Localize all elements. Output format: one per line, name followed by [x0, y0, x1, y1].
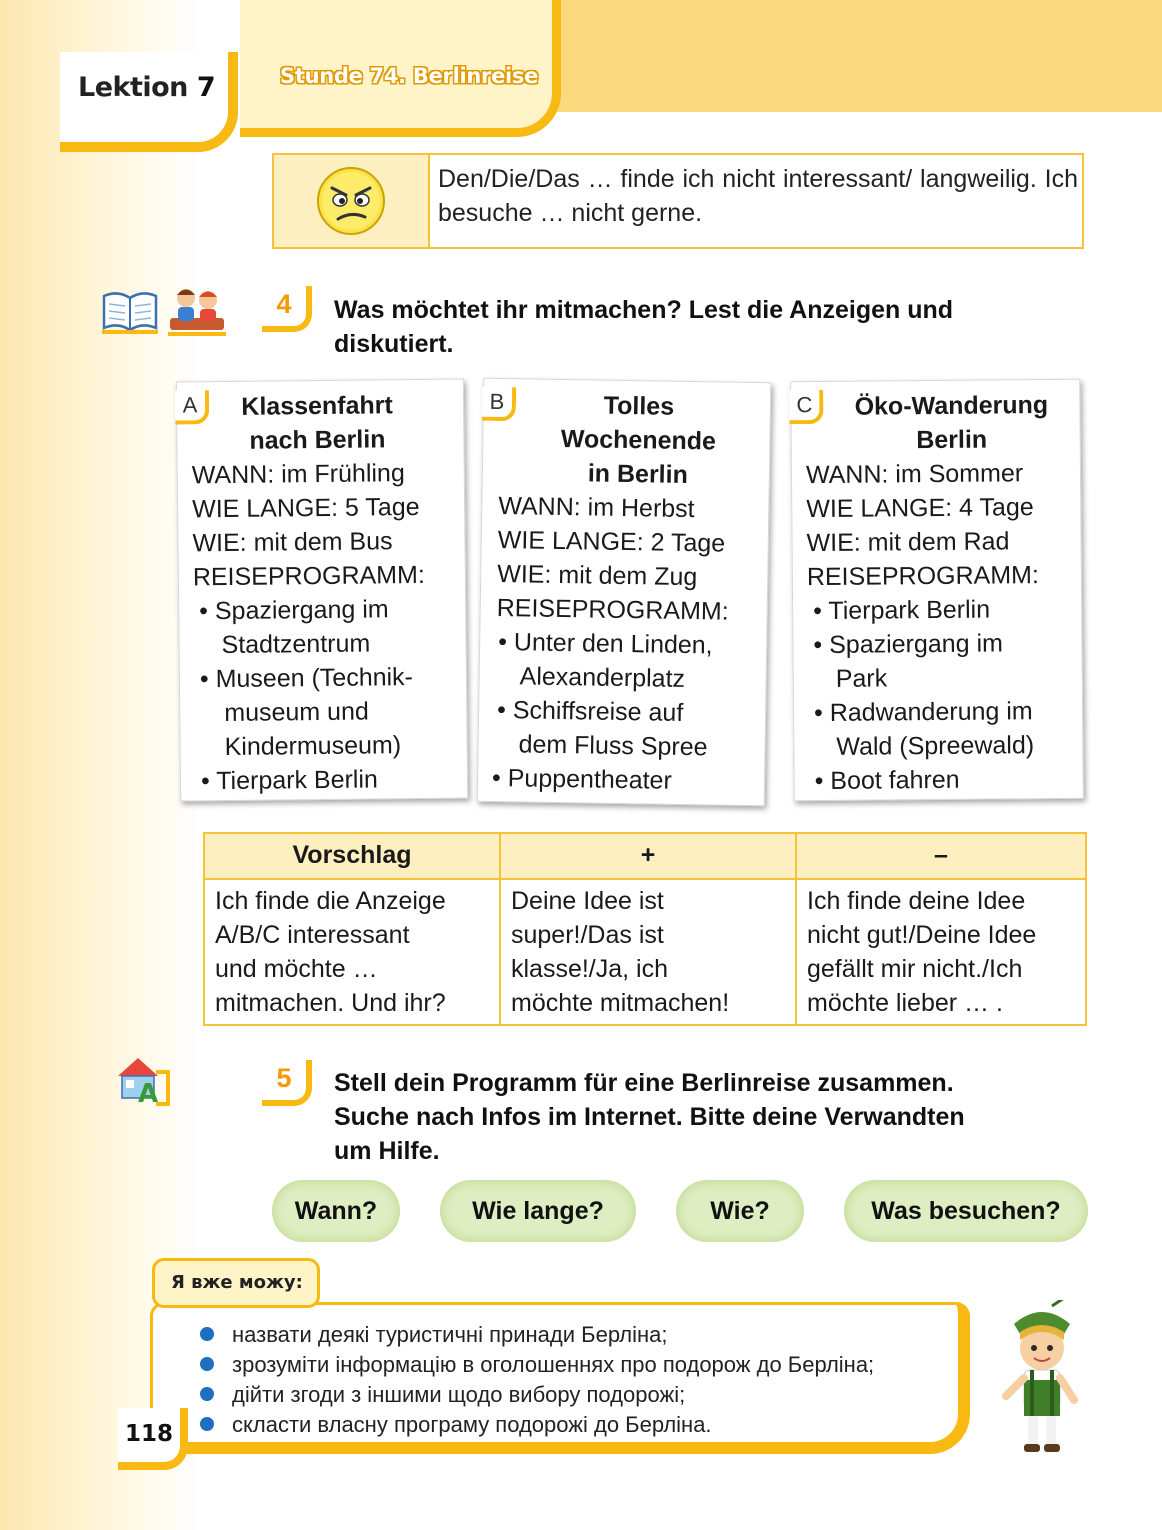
- bullet-icon: [200, 1417, 214, 1431]
- card-c-line: • Spaziergang im: [813, 629, 1003, 660]
- cell-line: und möchte …: [215, 955, 378, 983]
- face-cell: [274, 155, 430, 247]
- table-cell-minus: [796, 879, 1086, 1025]
- table-header-row: [204, 833, 1086, 879]
- card-b-line: WIE: mit dem Zug: [497, 560, 698, 592]
- card-c-line: WANN: im Sommer: [805, 459, 1024, 490]
- card-c-line: REISEPROGRAMM:: [806, 561, 1039, 592]
- cell-line: Ich finde deine Idee: [807, 887, 1026, 915]
- card-b-line: • Schiffsreise auf: [496, 696, 684, 727]
- lektion-number: 7: [196, 72, 216, 103]
- angry-face-icon: [274, 155, 428, 247]
- boy-mascot-icon: [994, 1300, 1090, 1460]
- card-b-title-2: Wochenende: [560, 424, 717, 456]
- cell-line: nicht gut!/Deine Idee: [807, 921, 1037, 949]
- card-b-title-1: Tolles: [603, 391, 675, 421]
- card-c-line: • Boot fahren: [814, 765, 960, 796]
- card-a-line: • Tierpark Berlin: [200, 765, 379, 796]
- card-c-line: WIE: mit dem Rad: [806, 527, 1010, 558]
- can-do-text: зрозуміти інформацію в оголошеннях про подорож до Берліна;: [232, 1352, 875, 1377]
- phrase-text: Den/Die/Das … finde ich nicht interessant/ langweilig. Ich besuche … nicht gerne.: [438, 165, 1078, 227]
- card-a-line: WANN: im Frühling: [191, 459, 405, 490]
- header-band: [540, 0, 1162, 112]
- card-c-title-1: Öko-Wanderung: [854, 391, 1049, 421]
- cell-line: klasse!/Ja, ich: [511, 955, 669, 983]
- task4-number: 4: [262, 286, 312, 332]
- task5-title-line2: Suche nach Infos im Internet. Bitte deine Verwandten: [334, 1103, 965, 1131]
- cell-line: gefällt mir nicht./Ich: [807, 955, 1023, 983]
- card-a-line: Kindermuseum): [224, 731, 402, 762]
- card-c-line: Wald (Spreewald): [836, 731, 1035, 761]
- cell-line: Ich finde die Anzeige: [215, 887, 446, 915]
- card-b-line: REISEPROGRAMM:: [496, 594, 729, 626]
- can-do-text: скласти власну програму подорожі до Берліна.: [232, 1412, 712, 1437]
- card-c-title-2: Berlin: [916, 425, 988, 455]
- card-b-line: dem Fluss Spree: [518, 730, 708, 762]
- ad-card-c: [790, 379, 1084, 802]
- card-a-line: museum und: [224, 697, 369, 728]
- ad-card-b: [477, 378, 772, 806]
- bullet-icon: [200, 1327, 214, 1341]
- cell-line: A/B/C interessant: [215, 921, 410, 949]
- svg-text:A: A: [138, 1079, 159, 1108]
- card-a-line: REISEPROGRAMM:: [192, 560, 425, 592]
- cell-line: möchte mitmachen!: [511, 989, 730, 1017]
- children-talking-icon: [166, 280, 228, 338]
- task5-number: 5: [262, 1060, 312, 1106]
- task4-title-line2: diskutiert.: [334, 330, 454, 358]
- table-cell-vorschlag: [204, 879, 500, 1025]
- can-do-text: назвати деякі туристичні принади Берліна;: [232, 1322, 668, 1347]
- card-b-line: WIE LANGE: 2 Tage: [497, 526, 726, 558]
- card-a-line: WIE LANGE: 5 Tage: [192, 492, 420, 524]
- task5-title-line1: Stell dein Programm für eine Berlinreise zusammen.: [334, 1069, 954, 1097]
- can-do-item: [200, 1350, 874, 1380]
- card-b-line: Alexanderplatz: [519, 662, 686, 693]
- card-b-line: • Unter den Linden,: [497, 628, 713, 660]
- pill-wie-lange: Wie lange?: [440, 1180, 636, 1242]
- card-a-title-1: Klassenfahrt: [241, 391, 393, 421]
- header-vorschlag: Vorschlag: [204, 833, 500, 879]
- card-letter-c: C: [789, 390, 823, 424]
- bullet-icon: [200, 1387, 214, 1401]
- card-c-line: • Tierpark Berlin: [813, 595, 991, 626]
- card-a-line: Stadtzentrum: [221, 629, 371, 660]
- pill-wann: Wann?: [272, 1180, 400, 1242]
- phrases-table: [203, 832, 1087, 1026]
- card-a-line: • Spaziergang im: [199, 595, 389, 626]
- card-b-line: • Puppentheater: [491, 763, 672, 795]
- cell-line: Deine Idee ist: [511, 887, 664, 915]
- cell-line: super!/Das ist: [511, 921, 664, 949]
- pill-wie: Wie?: [676, 1180, 804, 1242]
- task4-title-line1: Was möchtet ihr mitmachen? Lest die Anzeigen und: [334, 296, 954, 324]
- lektion-label: [78, 72, 215, 103]
- cell-line: möchte lieber … .: [807, 989, 1003, 1017]
- card-letter-b: B: [482, 387, 517, 422]
- card-a-title-2: nach Berlin: [249, 425, 386, 455]
- task5-title-line3: um Hilfe.: [334, 1137, 440, 1165]
- bullet-icon: [200, 1357, 214, 1371]
- header-plus: +: [500, 833, 796, 879]
- card-c-line: Park: [835, 664, 888, 693]
- card-a-line: • Museen (Technik-: [199, 663, 414, 694]
- header-minus: –: [796, 833, 1086, 879]
- table-row: [204, 879, 1086, 1025]
- card-b-line: WANN: im Herbst: [498, 492, 695, 524]
- card-c-line: WIE LANGE: 4 Tage: [806, 493, 1034, 524]
- ad-card-a: [176, 379, 468, 802]
- stunde-title: Stunde 74. Berlinreise: [280, 64, 539, 88]
- open-book-icon: [100, 286, 160, 336]
- card-b-title-3: in Berlin: [587, 459, 689, 489]
- can-do-item: [200, 1320, 668, 1350]
- card-a-line: WIE: mit dem Bus: [192, 527, 393, 558]
- card-letter-a: A: [175, 390, 209, 424]
- pill-was-besuchen: Was besuchen?: [844, 1180, 1088, 1242]
- lektion-word: Lektion: [78, 72, 188, 103]
- page-number: 118: [118, 1408, 188, 1470]
- cell-line: mitmachen. Und ihr?: [215, 989, 446, 1017]
- table-cell-plus: [500, 879, 796, 1025]
- can-do-item: [200, 1380, 685, 1410]
- can-do-item: [200, 1410, 712, 1440]
- card-c-line: • Radwanderung im: [813, 697, 1033, 728]
- home-task-icon: [112, 1050, 170, 1108]
- can-do-text: дійти згоди з іншими щодо вибору подорожі;: [232, 1382, 686, 1407]
- can-do-label: Я вже можу:: [152, 1258, 320, 1308]
